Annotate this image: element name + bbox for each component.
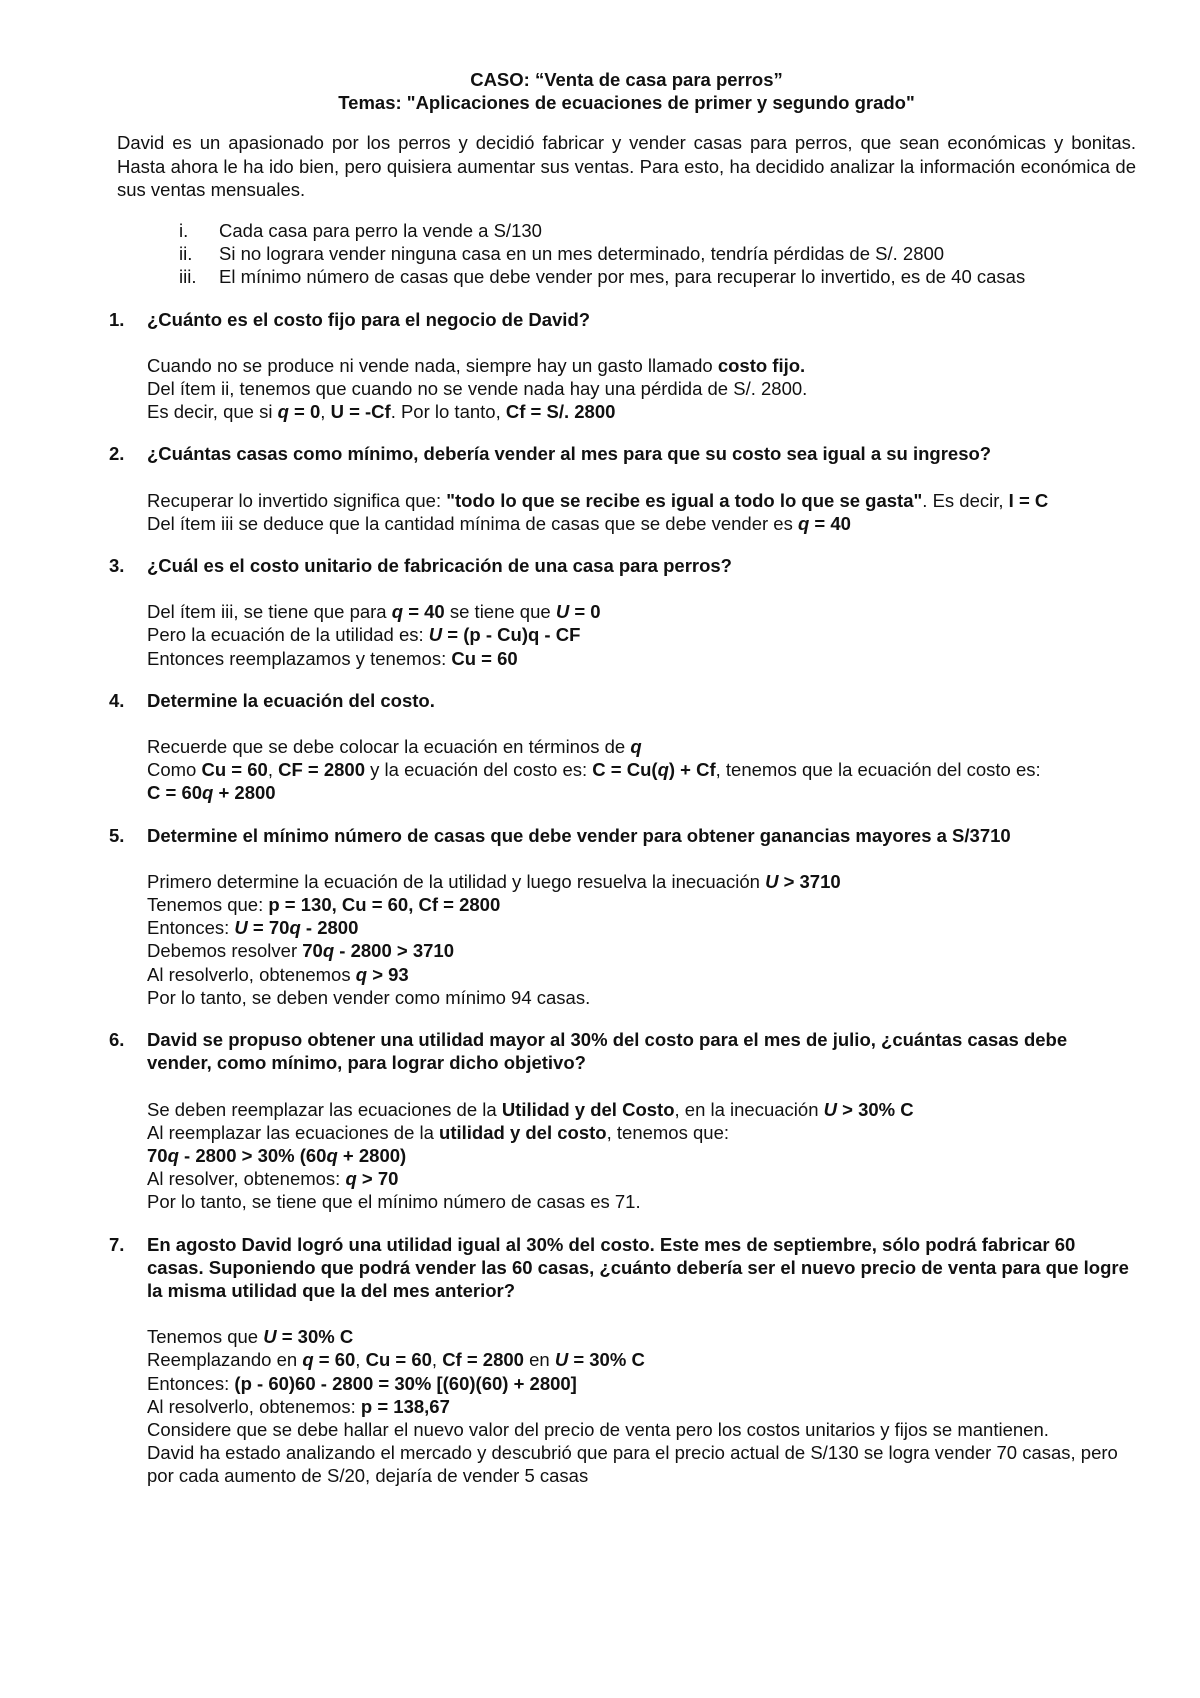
answer-line: Al reemplazar las ecuaciones de la utilidad y del costo, tenemos que: — [147, 1121, 729, 1143]
question-3 — [109, 554, 1136, 670]
question-text: Determine el mínimo número de casas que debe vender para obtener ganancias mayores a S/3710 — [147, 824, 1011, 846]
answer-line: Considere que se debe hallar el nuevo valor del precio de venta pero los costos unitarios y fijos se mantienen. — [147, 1418, 1049, 1440]
question-text: ¿Cuánto es el costo fijo para el negocio de David? — [147, 308, 591, 330]
answer-line: Por lo tanto, se tiene que el mínimo número de casas es 71. — [147, 1191, 641, 1213]
question-number: 3. — [109, 555, 125, 577]
list-item — [117, 265, 1136, 288]
answer-line: Al resolver, obtenemos: q > 70 — [147, 1168, 399, 1190]
answer-line: Entonces: U = 70q - 2800 — [147, 917, 359, 939]
item-text: Cada casa para perro la vende a S/130 — [219, 220, 542, 242]
question-number: 2. — [109, 443, 125, 465]
list-item — [117, 242, 1136, 265]
answer-block — [147, 489, 1136, 535]
answer-line: Cuando no se produce ni vende nada, siempre hay un gasto llamado costo fijo. — [147, 354, 806, 376]
answer-line: Por lo tanto, se deben vender como mínimo 94 casas. — [147, 986, 591, 1008]
intro-paragraph: David es un apasionado por los perros y decidió fabricar y vender casas para perros, que sean económicas y bonitas. Hasta ahora le ha ido bien, pero quisiera aumentar sus ventas. Para esto, ha decidido analizar la información económica de sus ventas mensuales. — [117, 132, 1136, 200]
answer-line: Del ítem iii se deduce que la cantidad mínima de casas que se debe vender es q = 40 — [147, 512, 851, 534]
question-4 — [109, 689, 1136, 805]
answer-line: C = 60q + 2800 — [147, 782, 276, 804]
question-5 — [109, 824, 1136, 1009]
item-roman: iii. — [179, 266, 197, 288]
answer-line: Pero la ecuación de la utilidad es: U = (p - Cu)q - CF — [147, 624, 581, 646]
answer-line: Tenemos que: p = 130, Cu = 60, Cf = 2800 — [147, 894, 501, 916]
question-text: Determine la ecuación del costo. — [147, 689, 435, 711]
data-items-list — [117, 219, 1136, 289]
answer-block — [147, 1098, 1136, 1214]
answer-line: Del ítem iii, se tiene que para q = 40 se tiene que U = 0 — [147, 601, 601, 623]
answer-block — [147, 870, 1136, 1009]
question-number: 1. — [109, 308, 125, 330]
question-7 — [109, 1233, 1136, 1488]
answer-line: Entonces: (p - 60)60 - 2800 = 30% [(60)(60) + 2800] — [147, 1372, 577, 1394]
question-text: En agosto David logró una utilidad igual al 30% del costo. Este mes de septiembre, sólo podrá fabricar 60 casas. Suponiendo que podrá vender las 60 casas, ¿cuánto debería ser el nuevo precio de venta para que logre la misma utilidad que la del mes anterior? — [147, 1233, 1129, 1301]
case-title: CASO: “Venta de casa para perros” — [470, 69, 783, 90]
answer-line: Como Cu = 60, CF = 2800 y la ecuación del costo es: C = Cu(q) + Cf, tenemos que la ecuación del costo es: — [147, 759, 1041, 781]
answer-line: Reemplazando en q = 60, Cu = 60, Cf = 2800 en U = 30% C — [147, 1349, 645, 1371]
answer-line: Recuerde que se debe colocar la ecuación en términos de q — [147, 736, 642, 758]
list-item — [117, 219, 1136, 242]
answer-block — [147, 600, 1136, 670]
question-6 — [109, 1028, 1136, 1213]
question-text: David se propuso obtener una utilidad mayor al 30% del costo para el mes de julio, ¿cuántas casas debe vender, como mínimo, para lograr dicho objetivo? — [147, 1029, 1068, 1074]
question-number: 5. — [109, 824, 125, 846]
question-1 — [109, 308, 1136, 424]
question-number: 7. — [109, 1233, 125, 1255]
question-2 — [109, 442, 1136, 535]
case-subtitle: Temas: "Aplicaciones de ecuaciones de primer y segundo grado" — [338, 92, 915, 114]
answer-line: Es decir, que si q = 0, U = -Cf. Por lo tanto, Cf = S/. 2800 — [147, 401, 616, 423]
answer-line: Del ítem ii, tenemos que cuando no se vende nada hay una pérdida de S/. 2800. — [147, 378, 808, 400]
answer-line: Al resolverlo, obtenemos q > 93 — [147, 963, 409, 985]
item-roman: ii. — [179, 243, 193, 265]
answer-line: Se deben reemplazar las ecuaciones de la Utilidad y del Costo, en la inecuación U > 30% C — [147, 1098, 914, 1120]
answer-line: Entonces reemplazamos y tenemos: Cu = 60 — [147, 647, 518, 669]
item-text: El mínimo número de casas que debe vender por mes, para recuperar lo invertido, es de 40 casas — [219, 266, 1026, 288]
answer-line: Tenemos que U = 30% C — [147, 1326, 354, 1348]
answer-line: 70q - 2800 > 30% (60q + 2800) — [147, 1144, 407, 1166]
answer-block — [147, 354, 1136, 424]
answer-line: Recuperar lo invertido significa que: "todo lo que se recibe es igual a todo lo que se gasta". Es decir, I = C — [147, 489, 1049, 511]
question-text: ¿Cuántas casas como mínimo, debería vender al mes para que su costo sea igual a su ingreso? — [147, 443, 992, 465]
question-number: 6. — [109, 1029, 125, 1051]
answer-line: Debemos resolver 70q - 2800 > 3710 — [147, 940, 454, 962]
answer-block — [147, 735, 1136, 805]
item-text: Si no lograra vender ninguna casa en un mes determinado, tendría pérdidas de S/. 2800 — [219, 243, 945, 265]
answer-line: Al resolverlo, obtenemos: p = 138,67 — [147, 1395, 450, 1417]
answer-block — [147, 1325, 1136, 1487]
answer-line: David ha estado analizando el mercado y descubrió que para el precio actual de S/130 se logra vender 70 casas, pero por cada aumento de S/20, dejaría de vender 5 casas — [147, 1442, 1118, 1487]
answer-line: Primero determine la ecuación de la utilidad y luego resuelva la inecuación U > 3710 — [147, 870, 841, 892]
question-text: ¿Cuál es el costo unitario de fabricación de una casa para perros? — [147, 555, 732, 577]
question-number: 4. — [109, 689, 125, 711]
item-roman: i. — [179, 220, 189, 242]
